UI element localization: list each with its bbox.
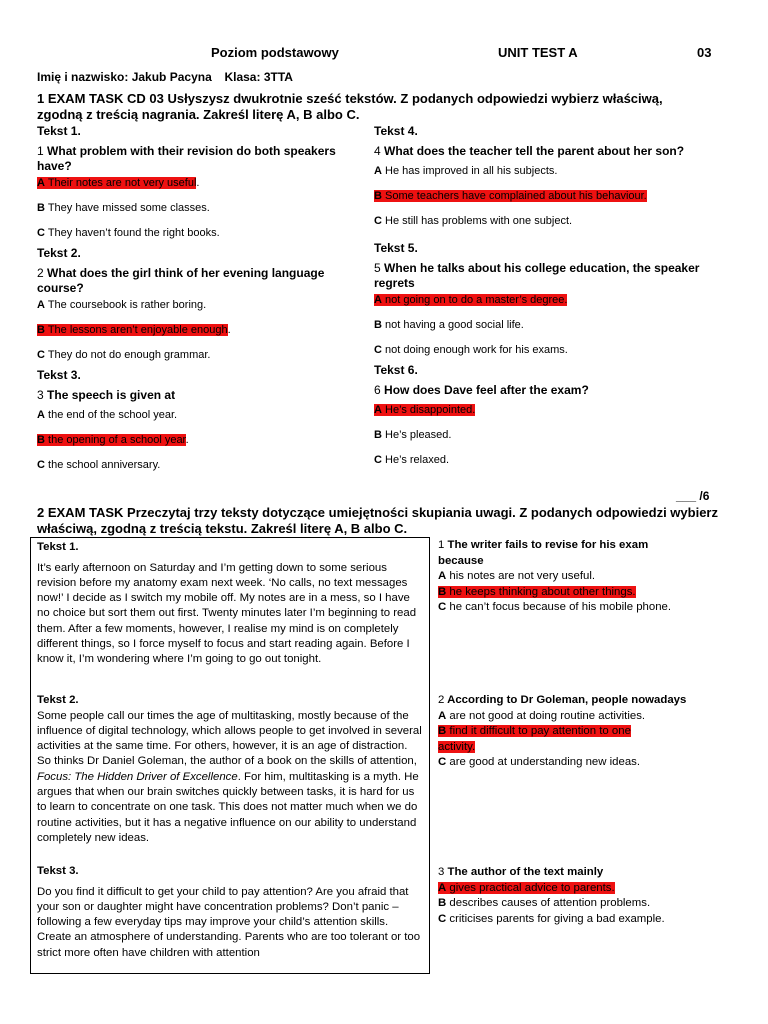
task2-instruction-line2: właściwą, zgodną z treścią tekstu. Zakreśl literę A, B albo C. (37, 521, 408, 536)
option-b[interactable]: B They have missed some classes. (37, 202, 210, 214)
option-a[interactable]: A not going on to do a master’s degree. (374, 294, 568, 306)
option-b[interactable]: B not having a good social life. (374, 319, 524, 331)
task1-instruction: 1 EXAM TASK CD 03 Usłyszysz dwukrotnie sześć tekstów. Z podanych odpowiedzi wybierz właściwą, (37, 91, 663, 106)
question-line2: course? (37, 281, 84, 295)
test-title: UNIT TEST A (498, 45, 578, 60)
question-line2: regrets (374, 276, 415, 290)
option-c[interactable]: C criticises parents for giving a bad example. (438, 912, 665, 925)
option-b[interactable]: B The lessons aren’t enjoyable enough. (37, 324, 231, 336)
option-c[interactable]: C not doing enough work for his exams. (374, 344, 568, 356)
task1-right-column (374, 124, 714, 468)
text-label: Tekst 3. (37, 368, 81, 382)
text-label: Tekst 4. (374, 124, 418, 138)
passage-3 (37, 864, 423, 961)
passage-label: Tekst 3. (37, 865, 79, 877)
option-c[interactable]: C They do not do enough grammar. (37, 349, 211, 361)
text-label: Tekst 1. (37, 124, 81, 138)
option-a[interactable]: A Their notes are not very useful. (37, 177, 200, 189)
passage-text: Some people call our times the age of multitasking, mostly because of the influence of digital technology, which allows people to get involved in several activities at the same time. For others, however, it is an age of distraction. So thinks Dr Daniel Goleman, the author of a book on the skills of attention, Focus: The Hidden Driver of Excellence. For him, multitasking is a myth. He argues that when our brain switches quickly between tasks, it is hard for us to learn to concentrate on one task. This does not matter much when we do routine activities, but it has a negative influence on our ability to understand completely new ideas. (37, 709, 422, 844)
option-a[interactable]: A He’s disappointed. (374, 404, 476, 416)
question: 5 When he talks about his college education, the speaker (374, 261, 700, 275)
passage-1 (37, 540, 423, 668)
question: 3 The author of the text mainly (438, 866, 604, 878)
option-b[interactable]: B find it difficult to pay attention to one (438, 725, 631, 738)
option-a[interactable]: A gives practical advice to parents. (438, 881, 615, 894)
passage-label: Tekst 2. (37, 694, 79, 706)
question: 2 What does the girl think of her evening language (37, 266, 325, 280)
option-b[interactable]: B describes causes of attention problems. (438, 897, 651, 910)
page-number: 03 (697, 45, 712, 60)
option-a[interactable]: A He has improved in all his subjects. (374, 165, 558, 177)
passages-box (30, 537, 430, 974)
class-value: 3TTA (263, 70, 293, 84)
task2-question-3 (438, 865, 728, 927)
task2-question-2 (438, 693, 728, 771)
passage-2 (37, 693, 423, 846)
text-label: Tekst 5. (374, 241, 418, 255)
option-b[interactable]: B the opening of a school year. (37, 434, 189, 446)
question: 1 The writer fails to revise for his exam (438, 539, 649, 551)
student-name: Jakub Pacyna (131, 70, 212, 84)
option-b[interactable]: B he keeps thinking about other things. (438, 585, 636, 598)
option-b[interactable]: B Some teachers have complained about his behaviour. (374, 190, 647, 202)
option-a[interactable]: A his notes are not very useful. (438, 570, 596, 583)
option-a[interactable]: A are not good at doing routine activities. (438, 709, 646, 722)
option-c[interactable]: C are good at understanding new ideas. (438, 756, 641, 769)
passage-text: Do you find it difficult to get your child to pay attention? Are you afraid that your son or daughter might have concentration problems? Don’t panic – following a few everyday tips may improve your child’s attention skills. Create an atmosphere of understanding. Parents who are too tolerant or too strict more often have children with attention (37, 885, 421, 959)
task2-instruction: 2 EXAM TASK Przeczytaj trzy teksty dotyczące umiejętności skupiania uwagi. Z podanych odpowiedzi wybierz (37, 505, 718, 520)
passage-label: Tekst 1. (37, 541, 79, 553)
option-a[interactable]: A the end of the school year. (37, 409, 178, 421)
option-c[interactable]: C He still has problems with one subject. (374, 215, 573, 227)
book-title: Focus: The Hidden Driver of Excellence (37, 770, 238, 783)
question-line2: because (438, 554, 484, 567)
option-c[interactable]: C They haven’t found the right books. (37, 227, 220, 239)
task1-left-column (37, 124, 367, 473)
question: 6 How does Dave feel after the exam? (374, 383, 589, 397)
option-c[interactable]: C He’s relaxed. (374, 454, 450, 466)
level-title: Poziom podstawowy (211, 45, 339, 60)
question: 4 What does the teacher tell the parent about her son? (374, 144, 685, 158)
option-b[interactable]: B He’s pleased. (374, 429, 452, 441)
question: 2 According to Dr Goleman, people nowadays (438, 694, 687, 706)
question: 3 The speech is given at (37, 388, 176, 402)
student-info (37, 70, 293, 85)
passage-text: It’s early afternoon on Saturday and I’m getting down to some serious revision before my anatomy exam next week. ‘No calls, no text messages now!’ I decide as I switch my mobile off. My notes are in a mess, so I have no choice but sort them out first. Twenty minutes later I’m beginning to read them. After a few moments, however, I realise my mind is on completely different things, so I force myself to focus and start reading again. Before I know it, I’m wondering where I’m going to go out tonight. (37, 561, 417, 666)
name-label: Imię i nazwisko: (37, 70, 129, 84)
question: 1 What problem with their revision do both speakers (37, 144, 336, 158)
text-label: Tekst 6. (374, 363, 418, 377)
option-a[interactable]: A The coursebook is rather boring. (37, 299, 207, 311)
task2-question-1 (438, 538, 728, 616)
question-line2: have? (37, 159, 72, 173)
text-label: Tekst 2. (37, 246, 81, 260)
option-c[interactable]: C the school anniversary. (37, 459, 161, 471)
option-c[interactable]: C he can’t focus because of his mobile phone. (438, 601, 672, 614)
option-b-line2[interactable]: activity. (438, 740, 476, 753)
task1-score: ___ /6 (676, 489, 710, 503)
task1-instruction-line2: zgodną z treścią nagrania. Zakreśl literę A, B albo C. (37, 107, 360, 122)
class-label: Klasa: (224, 70, 261, 84)
